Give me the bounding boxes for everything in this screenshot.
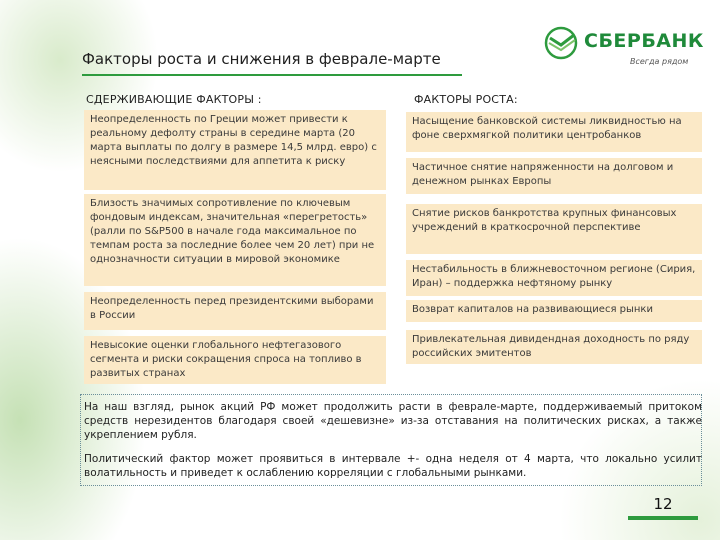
growth-factor-item: Привлекательная дивидендная доходность по ряду российских эмитентов (406, 330, 702, 364)
title-underline (82, 74, 462, 76)
growth-factor-item: Частичное снятие напряженности на долговом и денежном рынках Европы (406, 158, 702, 194)
restraining-factor-item: Неопределенность по Греции может привести к реальному дефолту страны в середине марта (20 марта выплаты по долгу в размере 14,5 млрд. евро) с неясными последствиями для аппетита к риску (84, 110, 386, 190)
sberbank-logo-icon (544, 26, 578, 60)
restraining-factor-item: Неопределенность перед президентскими выборами в России (84, 292, 386, 330)
page-number: 12 (653, 495, 673, 513)
conclusion-paragraph: На наш взгляд, рынок акций РФ может продолжить расти в феврале-марте, поддерживаемый притоком средств нерезидентов благодаря своей «дешевизне» из-за отставания на политических рисках, а также укреплением рубля. (84, 401, 702, 441)
growth-factor-item: Насыщение банковской системы ликвидностью на фоне сверхмягкой политики центробанков (406, 112, 702, 152)
restraining-factor-item: Невысокие оценки глобального нефтегазового сегмента и риски сокращения спроса на топливо в развитых странах (84, 336, 386, 384)
growth-factor-item: Нестабильность в ближневосточном регионе (Сирия, Иран) – поддержка нефтяному рынку (406, 260, 702, 296)
growth-factors-heading: ФАКТОРЫ РОСТА: (414, 93, 518, 106)
growth-factor-item: Возврат капиталов на развивающиеся рынки (406, 300, 702, 322)
restraining-factor-item: Близость значимых сопротивление по ключевым фондовым индексам, значительная «перегретость» (ралли по S&P500 в начале года максимальное по темпам роста за последние более чем 20 лет) при не однозначности ситуации в мировой экономике (84, 194, 386, 286)
growth-factor-item: Снятие рисков банкротства крупных финансовых учреждений в краткосрочной перспективе (406, 204, 702, 254)
political-factor-paragraph: Политический фактор может проявиться в интервале +- одна неделя от 4 марта, что локально усилит волатильность и приведет к ослаблению корреляции с глобальными рынками. (84, 453, 702, 479)
logo-slogan: Всегда рядом (630, 57, 689, 66)
sberbank-logo (544, 24, 704, 70)
restraining-factors-heading: СДЕРЖИВАЮЩИЕ ФАКТОРЫ : (86, 93, 262, 106)
page-title: Факторы роста и снижения в феврале-марте (82, 50, 441, 68)
page-number-underline (628, 516, 698, 520)
logo-name: СБЕРБАНК (584, 30, 704, 52)
